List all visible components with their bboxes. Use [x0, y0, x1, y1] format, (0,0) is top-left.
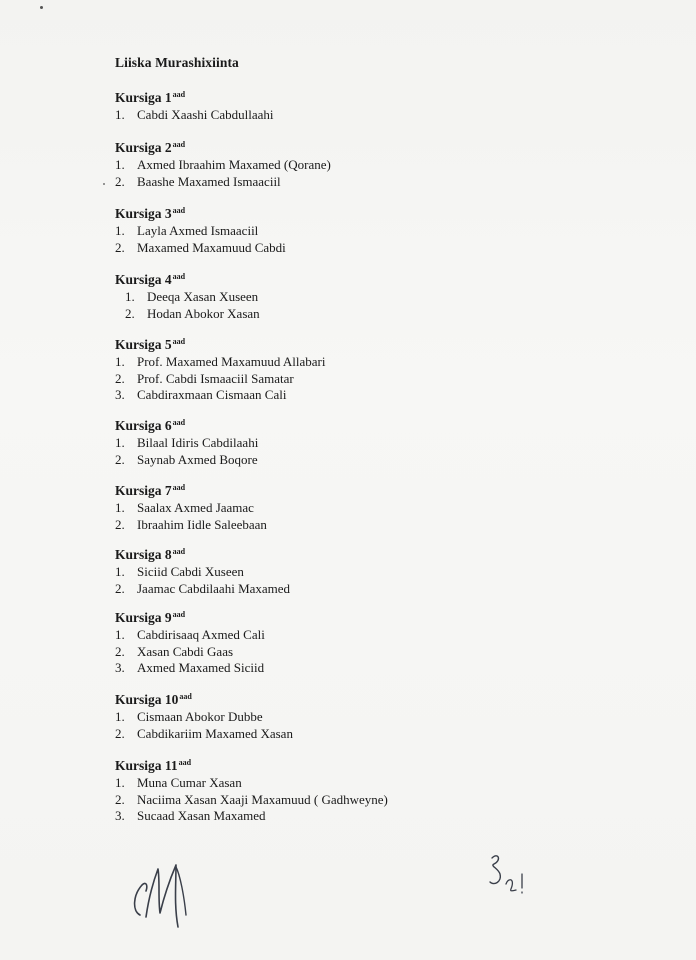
- seat-heading: Kursiga $5^{aad}$: [115, 337, 186, 352]
- seat-heading: Kursiga $7^{aad}$: [115, 483, 186, 498]
- seat-heading: Kursiga $4^{aad}$: [115, 272, 186, 287]
- list-item: 1. Cabdi Xaashi Cabdullaahi: [115, 107, 274, 122]
- seat-heading: Kursiga $8^{aad}$: [115, 547, 186, 562]
- seat-section-4: [115, 268, 260, 322]
- list-item: 2. Baashe Maxamed Ismaaciil: [115, 173, 281, 189]
- seat-heading: Kursiga $11^{aad}$: [115, 758, 192, 773]
- list-item: 2. Naciima Xasan Xaaji Maxamuud ( Gadhweyne): [115, 791, 388, 807]
- seat-section-6: [115, 414, 258, 468]
- seat-section-8: [115, 543, 290, 597]
- list-item: 1. Cabdirisaaq Axmed Cali: [115, 627, 265, 642]
- list-item: 2. Prof. Cabdi Ismaaciil Samatar: [115, 370, 294, 386]
- seat-heading: Kursiga $1^{aad}$: [115, 90, 186, 105]
- handwritten-signature-icon: [128, 855, 200, 935]
- seat-section-3: [115, 202, 286, 256]
- list-item: 1. Axmed Ibraahim Maxamed (Qorane): [115, 157, 331, 172]
- list-item: 2. Maxamed Maxamuud Cabdi: [115, 239, 286, 255]
- seat-section-1: [115, 86, 273, 124]
- list-item: 2. Saynab Axmed Boqore: [115, 451, 258, 467]
- paper-speck: [103, 183, 105, 185]
- list-item: 3. Cabdiraxmaan Cismaan Cali: [115, 387, 287, 402]
- seat-section-2: [115, 136, 331, 190]
- document-title: Liiska Murashixiinta: [115, 55, 239, 70]
- seat-section-11: [115, 754, 388, 825]
- seat-heading: Kursiga $2^{aad}$: [115, 140, 186, 155]
- seat-section-10: [115, 688, 293, 742]
- list-item: 1. Layla Axmed Ismaaciil: [115, 223, 259, 238]
- list-item: 1. Deeqa Xasan Xuseen: [125, 289, 259, 304]
- seat-section-9: [115, 606, 265, 677]
- list-item: 3. Axmed Maxamed Siciid: [115, 660, 265, 675]
- list-item: 2. Jaamac Cabdilaahi Maxamed: [115, 580, 291, 596]
- list-item: 1. Siciid Cabdi Xuseen: [115, 564, 244, 579]
- list-item: 1. Muna Cumar Xasan: [115, 775, 242, 790]
- list-item: 2. Ibraahim Iidle Saleebaan: [115, 516, 267, 532]
- seat-section-7: [115, 479, 267, 533]
- list-item: 3. Sucaad Xasan Maxamed: [115, 808, 266, 823]
- list-item: 1. Bilaal Idiris Cabdilaahi: [115, 435, 259, 450]
- list-item: 2. Hodan Abokor Xasan: [125, 305, 260, 321]
- seat-heading: Kursiga $10^{aad}$: [115, 692, 192, 707]
- list-item: 2. Xasan Cabdi Gaas: [115, 643, 234, 659]
- list-item: 1. Cismaan Abokor Dubbe: [115, 709, 263, 724]
- seat-heading: Kursiga $3^{aad}$: [115, 206, 186, 221]
- list-item: 1. Prof. Maxamed Maxamuud Allabari: [115, 354, 326, 369]
- handwritten-initials-icon: [484, 848, 534, 898]
- seat-heading: Kursiga $6^{aad}$: [115, 418, 186, 433]
- seat-section-5: [115, 333, 325, 404]
- list-item: 2. Cabdikariim Maxamed Xasan: [115, 725, 293, 741]
- seat-heading: Kursiga $9^{aad}$: [115, 610, 186, 625]
- list-item: 1. Saalax Axmed Jaamac: [115, 500, 254, 515]
- paper-speck: [40, 6, 43, 9]
